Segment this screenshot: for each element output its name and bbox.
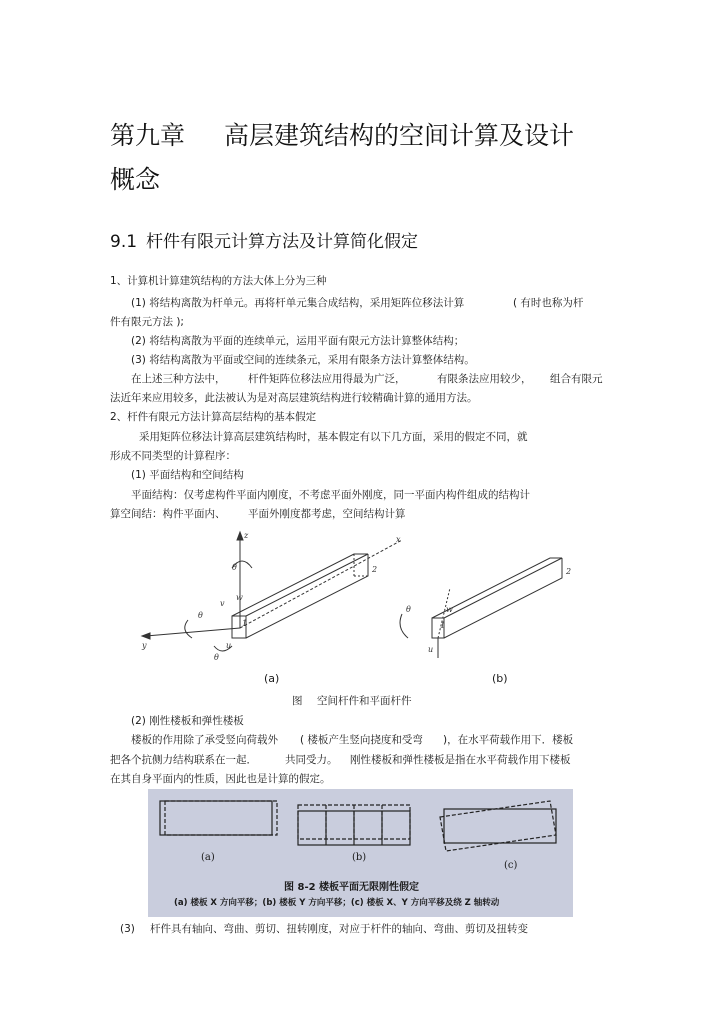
- paragraph-line: 采用矩阵位移法计算高层建筑结构时，基本假定有以下几方面，采用的假定不同，就: [139, 431, 528, 443]
- chapter-number: 第九章: [110, 121, 186, 150]
- paragraph-line: ( 有时也称为杆: [513, 297, 584, 309]
- paragraph-line: 法近年来应用较多，此法被认为是对高层建筑结构进行较精确计算的通用方法。: [110, 392, 478, 404]
- chapter-title-line2: 概念: [110, 165, 161, 194]
- paragraph-line: 2、杆件有限元方法计算高层结构的基本假定: [110, 411, 317, 423]
- figure1-caption-prefix: 图: [292, 695, 303, 707]
- paragraph-line: (2) 刚性楼板和弹性楼板: [131, 715, 244, 727]
- svg-text:1: 1: [242, 619, 248, 628]
- figure1-drawing: [140, 528, 580, 690]
- figure-space-plane-member: [140, 528, 580, 690]
- figure2-label-c: (c): [504, 860, 518, 871]
- paragraph-line: (3): [120, 923, 135, 935]
- paragraph-line: 共同受力。: [285, 754, 338, 766]
- paragraph-line: 刚性楼板和弹性楼板是指在水平荷载作用下楼板: [350, 754, 571, 766]
- paragraph-line: 楼板的作用除了承受竖向荷载外: [131, 734, 278, 746]
- paragraph-line: (1) 平面结构和空间结构: [131, 469, 244, 481]
- figure2-title: 图 8-2 楼板平面无限刚性假定: [284, 882, 420, 893]
- svg-text:w: w: [446, 605, 453, 614]
- paragraph-line: 组合有限元: [550, 373, 603, 385]
- svg-text:w: w: [236, 593, 243, 602]
- svg-text:y: y: [142, 641, 147, 650]
- paragraph-line: 杆件具有轴向、弯曲、剪切、扭转刚度，对应于杆件的轴向、弯曲、剪切及扭转变: [150, 923, 528, 935]
- figure2-label-b: (b): [352, 852, 367, 863]
- section-title: 杆件有限元计算方法及计算简化假定: [146, 232, 418, 252]
- paragraph-line: 形成不同类型的计算程序：: [110, 450, 236, 462]
- paragraph-line: 在其自身平面内的性质，因此也是计算的假定。: [110, 773, 331, 785]
- svg-text:θ: θ: [232, 563, 237, 572]
- paragraph-line: 1、计算机计算建筑结构的方法大体上分为三种: [110, 275, 327, 287]
- paragraph-line: 平面结构：仅考虑构件平面内刚度，不考虑平面外刚度，同一平面内构件组成的结构计: [131, 489, 530, 501]
- figure1-label-a: (a): [264, 672, 280, 685]
- paragraph-line: (3) 将结构离散为平面或空间的连续条元，采用有限条方法计算整体结构。: [131, 354, 475, 366]
- figure2-label-a: (a): [201, 852, 215, 863]
- svg-text:θ: θ: [406, 605, 411, 614]
- svg-text:2: 2: [372, 565, 378, 574]
- section-number: 9.1: [110, 232, 138, 252]
- svg-text:v: v: [220, 599, 225, 608]
- svg-text:x: x: [396, 535, 401, 544]
- figure-rigid-slab: [148, 789, 573, 917]
- paragraph-line: 件有限元方法 );: [110, 316, 184, 328]
- paragraph-line: 在上述三种方法中，: [131, 373, 226, 385]
- paragraph-line: (1) 将结构离散为杆单元。再将杆单元集合成结构，采用矩阵位移法计算: [131, 297, 465, 309]
- figure1-caption: 空间杆件和平面杆件: [317, 695, 412, 707]
- figure1-label-b: (b): [492, 672, 508, 685]
- paragraph-line: 杆件矩阵位移法应用得最为广泛，: [248, 373, 406, 385]
- paragraph-line: 有限条法应用较少，: [437, 373, 532, 385]
- svg-text:θ: θ: [214, 653, 219, 662]
- svg-text:1: 1: [440, 621, 446, 630]
- svg-text:θ: θ: [198, 611, 203, 620]
- chapter-title-line1: 高层建筑结构的空间计算及设计: [224, 121, 575, 150]
- svg-text:u: u: [226, 641, 232, 650]
- paragraph-line: ( 楼板产生竖向挠度和受弯: [300, 734, 423, 746]
- figure2-subtitle: (a) 楼板 X 方向平移；(b) 楼板 Y 方向平移；(c) 楼板 X、Y 方向平移及绕 Z 轴转动: [174, 898, 500, 908]
- svg-text:u: u: [428, 645, 434, 654]
- svg-text:z: z: [244, 531, 249, 540]
- svg-text:2: 2: [566, 567, 572, 576]
- paragraph-line: (2) 将结构离散为平面的连续单元，运用平面有限元方法计算整体结构；: [131, 335, 465, 347]
- paragraph-line: )，在水平荷载作用下．楼板: [443, 734, 574, 746]
- paragraph-line: 把各个抗侧力结构联系在一起．: [110, 754, 257, 766]
- paragraph-line: 平面外刚度都考虑，空间结构计算: [248, 508, 406, 520]
- paragraph-line: 算空间结：构件平面内、: [110, 508, 226, 520]
